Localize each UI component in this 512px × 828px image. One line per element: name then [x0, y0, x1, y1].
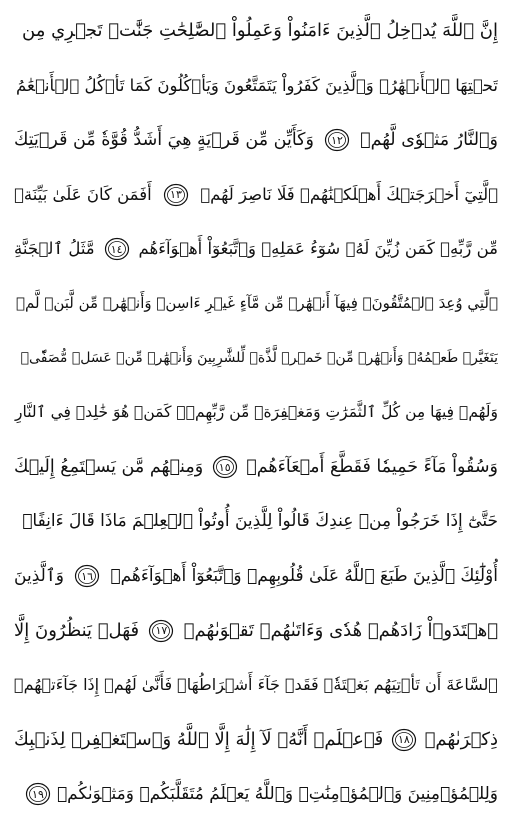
ayah-number: ١٣	[170, 188, 182, 202]
ayah-number: ١٧	[155, 624, 168, 638]
ayah-end-marker	[324, 128, 350, 152]
verse-line	[14, 222, 498, 277]
ayah-end-marker	[391, 728, 417, 752]
ayah-end-marker	[25, 782, 51, 806]
verse-text: وَٱلنَّارُ مَثۡوٗى لَّهُمۡ	[360, 129, 498, 150]
verse-text: وَسُقُواْ مَآءً حَمِيمٗا فَقَطَّعَ أَمۡعَآءَهُمۡ	[246, 456, 498, 477]
verse-text: مَّثَلُ ٱلۡجَنَّةِ	[14, 239, 95, 258]
ayah-end-marker	[74, 564, 100, 588]
verse-text: وَلِلۡمُؤۡمِنِينَ وَٱلۡمُؤۡمِنَٰتِۗ وَٱللَّهُ يَعۡلَمُ مُتَقَلَّبَكُمۡ وَمَثۡوَىٰكُمۡ	[56, 783, 498, 804]
verse-line	[14, 549, 498, 604]
verse-text: ٱلَّتِيٓ أَخۡرَجَتۡكَ أَهۡلَكۡنَٰهُمۡ فَلَا نَاصِرَ لَهُمۡ	[200, 184, 498, 204]
verse-line	[14, 4, 498, 59]
verse-text: وَكَأَيِّن مِّن قَرۡيَةٍ هِيَ أَشَدُّ قُوَّةٗ مِّن قَرۡيَتِكَ	[14, 129, 314, 150]
verse-text: مِّن رَّبِّهِۦ كَمَن زُيِّنَ لَهُۥ سُوٓءُ عَمَلِهِۦ وَٱتَّبَعُوٓاْ أَهۡوَآءَهُم	[138, 239, 498, 258]
ayah-number: ١٦	[81, 569, 94, 583]
verse-line	[14, 713, 498, 768]
ayah-number: ١٤	[110, 242, 123, 256]
verse-text: ٱلسَّاعَةَ أَن تَأۡتِيَهُم بَغۡتَةٗۖ فَقَدۡ جَآءَ أَشۡرَاطُهَاۚ فَأَنَّىٰ لَهُمۡ إِذَا جَآءَتۡهُمۡ	[14, 675, 498, 695]
verse-line	[14, 495, 498, 550]
verse-text: حَتَّىٰٓ إِذَا خَرَجُواْ مِنۡ عِندِكَ قَالُواْ لِلَّذِينَ أُوتُواْ ٱلۡعِلۡمَ مَاذَا قَالَ ءَانِفًاۚ	[22, 511, 498, 532]
verse-text: تَحۡتِهَا ٱلۡأَنۡهَٰرُۖ وَٱلَّذِينَ كَفَرُواْ يَتَمَتَّعُونَ وَيَأۡكُلُونَ كَمَا تَأۡكُلُ ٱلۡأَنۡعَٰمُ	[16, 75, 498, 95]
verse-line	[14, 440, 498, 495]
ayah-end-marker	[104, 237, 130, 261]
verse-text: فَٱعۡلَمۡ أَنَّهُۥ لَآ إِلَٰهَ إِلَّا ٱللَّهُ وَٱسۡتَغۡفِرۡ لِذَنۢبِكَ	[14, 728, 384, 750]
verse-line	[14, 386, 498, 441]
verse-text: وَٱلَّذِينَ	[14, 565, 64, 586]
verse-line	[14, 767, 498, 822]
verse-line	[14, 277, 498, 332]
verse-text: ٱهۡتَدَوۡاْ زَادَهُمۡ هُدٗى وَءَاتَىٰهُمۡ تَقۡوَىٰهُمۡ	[183, 619, 498, 641]
verse-text: يَتَغَيَّرۡ طَعۡمُهُۥ وَأَنۡهَٰرٞ مِّنۡ خَمۡرٖ لَّذَّةٖ لِّلشَّٰرِبِينَ وَأَنۡهَٰرٞ مِّنۡ عَسَلٖ مُّصَفّٗىۖ	[20, 350, 498, 367]
verse-line	[14, 331, 498, 386]
verse-text: وَمِنۡهُم مَّن يَسۡتَمِعُ إِلَيۡكَ	[14, 456, 204, 477]
verse-text: ٱلَّتِي وُعِدَ ٱلۡمُتَّقُونَۖ فِيهَآ أَنۡهَٰرٞ مِّن مَّآءٍ غَيۡرِ ءَاسِنٖ وَأَنۡهَٰرٞ مِّن لَّبَنٖ لَّمۡ	[16, 294, 498, 313]
ayah-end-marker	[163, 183, 189, 207]
verse-line	[14, 604, 498, 659]
verse-text: وَلَهُمۡ فِيهَا مِن كُلِّ ٱلثَّمَرَٰتِ وَمَغۡفِرَةٞ مِّن رَّبِّهِمۡۖ كَمَنۡ هُوَ خَٰلِدٞ فِي ٱلنَّارِ	[15, 403, 498, 421]
ayah-end-marker	[212, 455, 238, 479]
verse-text: فَهَلۡ يَنظُرُونَ إِلَّا	[14, 619, 140, 641]
verse-text: ذِكۡرَىٰهُمۡ	[424, 728, 498, 750]
verse-line	[14, 658, 498, 713]
verse-text: أَفَمَن كَانَ عَلَىٰ بَيِّنَةٖ	[14, 184, 152, 204]
ayah-number: ١٥	[218, 460, 231, 474]
ayah-number: ١٩	[32, 787, 44, 801]
verse-line	[14, 168, 498, 223]
ayah-number: ١٢	[331, 133, 343, 147]
ayah-end-marker	[148, 619, 174, 643]
verse-text: إِنَّ ٱللَّهَ يُدۡخِلُ ٱلَّذِينَ ءَامَنُواْ وَعَمِلُواْ ٱلصَّٰلِحَٰتِ جَنَّٰتٖ تَجۡرِي مِن	[22, 20, 498, 42]
verse-line	[14, 113, 498, 168]
verse-text: أُوْلَٰٓئِكَ ٱلَّذِينَ طَبَعَ ٱللَّهُ عَلَىٰ قُلُوبِهِمۡ وَٱتَّبَعُوٓاْ أَهۡوَآءَهُمۡ	[110, 565, 498, 586]
ayah-number: ١٨	[398, 733, 410, 747]
verse-line	[14, 59, 498, 114]
